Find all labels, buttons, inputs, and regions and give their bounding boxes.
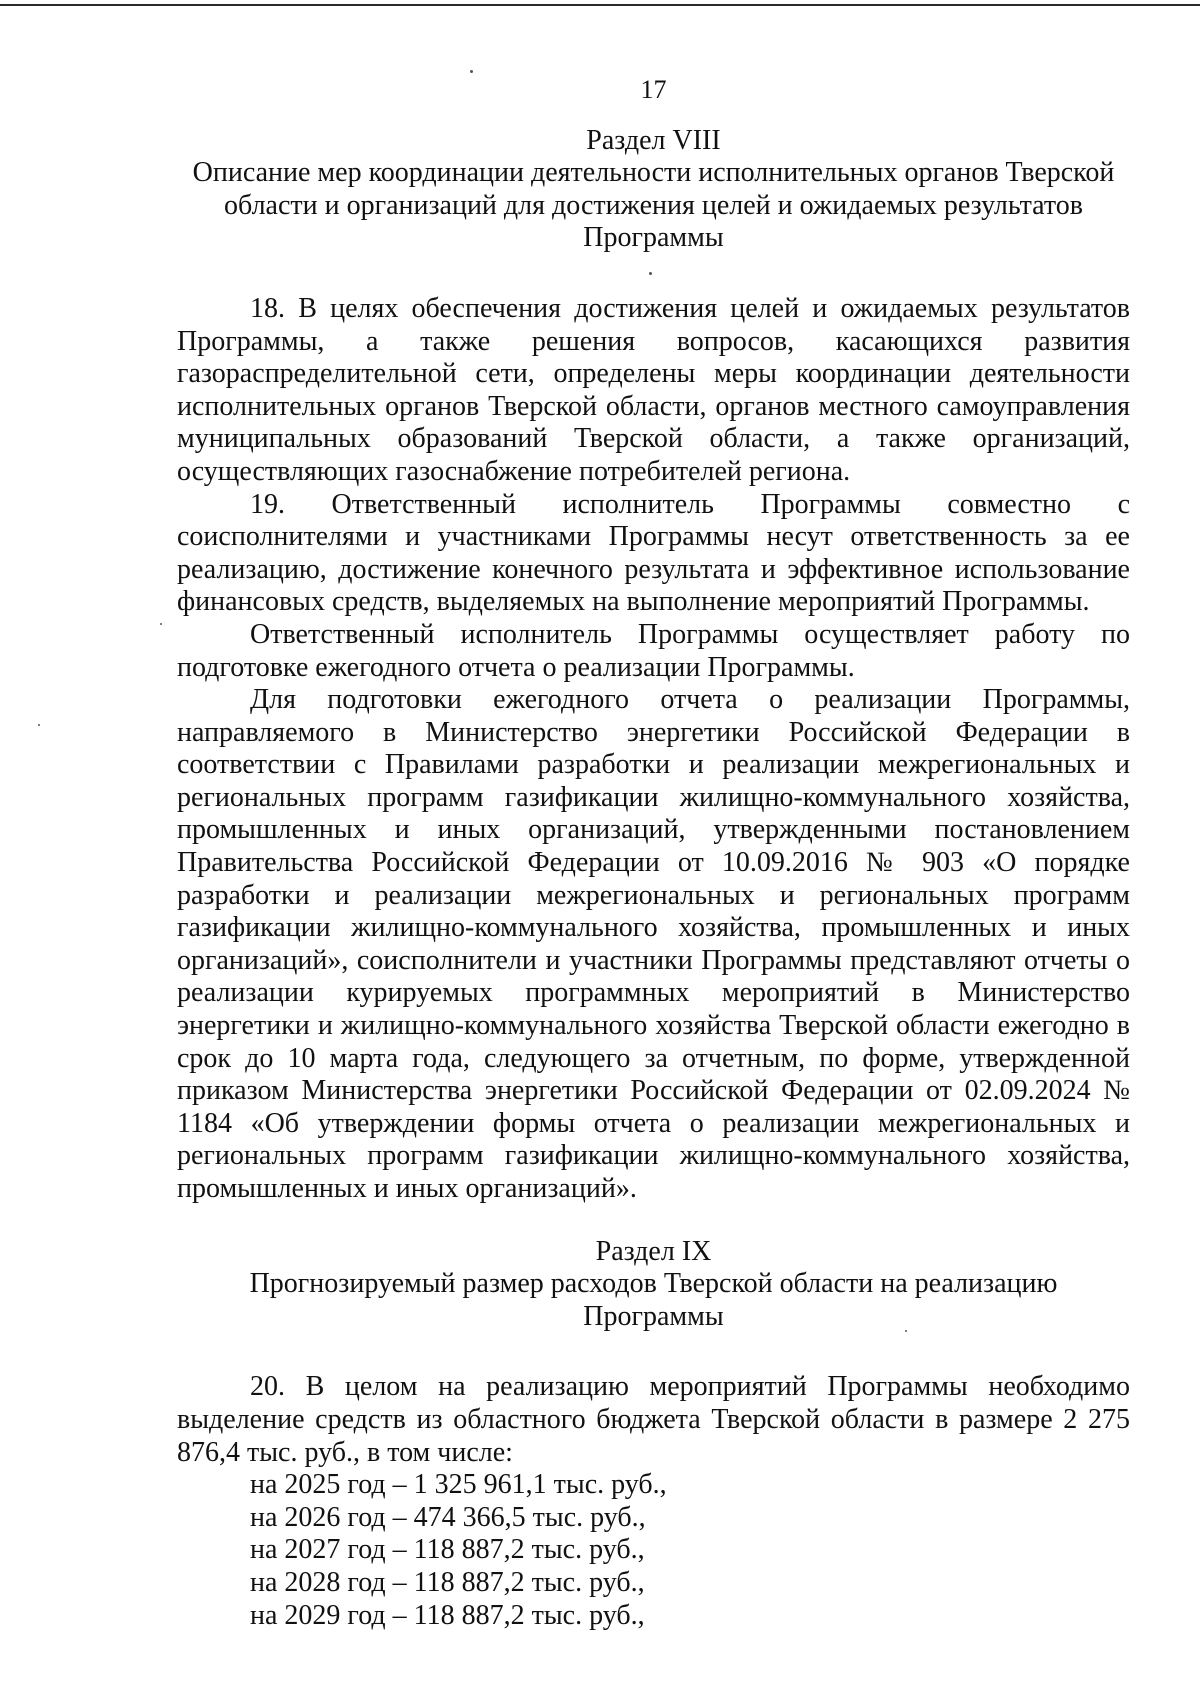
scan-speck — [470, 70, 473, 73]
section-8 — [177, 125, 1130, 1206]
document-page — [177, 74, 1130, 1632]
section-9-title: Прогнозируемый размер расходов Тверской области на реализацию Программы — [249, 1268, 1058, 1332]
spacer — [177, 255, 1130, 293]
section-9-heading: Раздел IX — [595, 1235, 712, 1267]
section-8-title: Описание мер координации деятельности исполнительных органов Тверской области и организаций для достижения целей и ожидаемых результатов Программы — [192, 157, 1115, 254]
paragraph-18: 18. В целях обеспечения достижения целей и ожидаемых результатов Программы, а также решения вопросов, касающихся развития газораспределительной сети, определены меры координации деятельности исполнительных органов Тверской области, органов местного самоуправления муниципальных образований Тверской области, а также организаций, осуществляющих газоснабжение потребителей региона. — [177, 292, 1130, 487]
section-9 — [177, 1236, 1130, 1633]
paragraph-20: 20. В целом на реализацию мероприятий Программы необходимо выделение средств из областного бюджета Тверской области в размере 2 275 876,4 тыс. руб., в том числе: — [177, 1371, 1130, 1468]
amount-2026: на 2026 год – 474 366,5 тыс. руб., — [250, 1501, 646, 1533]
amount-2029: на 2029 год – 118 887,2 тыс. руб., — [250, 1599, 645, 1631]
page-number: 17 — [640, 75, 667, 104]
spacer — [177, 1333, 1130, 1371]
paragraph-report-work: Ответственный исполнитель Программы осуществляет работу по подготовке ежегодного отчета о реализации Программы. — [177, 618, 1130, 683]
amount-2025: на 2025 год – 1 325 961,1 тыс. руб., — [250, 1469, 667, 1501]
spacer — [177, 1206, 1130, 1236]
scan-speck — [160, 623, 162, 625]
scan-border-line — [0, 4, 1200, 6]
scan-speck — [38, 724, 40, 726]
section-8-heading: Раздел VIII — [586, 124, 721, 156]
amount-2027: на 2027 год – 118 887,2 тыс. руб., — [250, 1534, 645, 1566]
amount-2028: на 2028 год – 118 887,2 тыс. руб., — [250, 1566, 645, 1598]
paragraph-19: 19. Ответственный исполнитель Программы совместно с соисполнителями и участниками Программы несут ответственность за ее реализацию, достижение конечного результата и эффективное использование финансовых средств, выделяемых на выполнение мероприятий Программы. — [177, 488, 1130, 618]
paragraph-report-preparation: Для подготовки ежегодного отчета о реализации Программы, направляемого в Министерство энергетики Российской Федерации в соответствии с Правилами разработки и реализации межрегиональных и региональных программ газификации жилищно-коммунального хозяйства, промышленных и иных организаций, утвержденными постановлением Правительства Российской Федерации от 10.09.2016 № 903 «О порядке разработки и реализации межрегиональных и региональных программ газификации жилищно-коммунального хозяйства, промышленных и иных организаций», соисполнители и участники Программы представляют отчеты о реализации курируемых программных мероприятий в Министерство энергетики и жилищно-коммунального хозяйства Тверской области ежегодно в срок до 10 марта года, следующего за отчетным, по форме, утвержденной приказом Министерства энергетики Российской Федерации от 02.09.2024 № 1184 «Об утверждении формы отчета о реализации межрегиональных и региональных программ газификации жилищно-коммунального хозяйства, промышленных и иных организаций». — [177, 684, 1130, 1204]
yearly-amounts-list — [177, 1469, 1130, 1632]
